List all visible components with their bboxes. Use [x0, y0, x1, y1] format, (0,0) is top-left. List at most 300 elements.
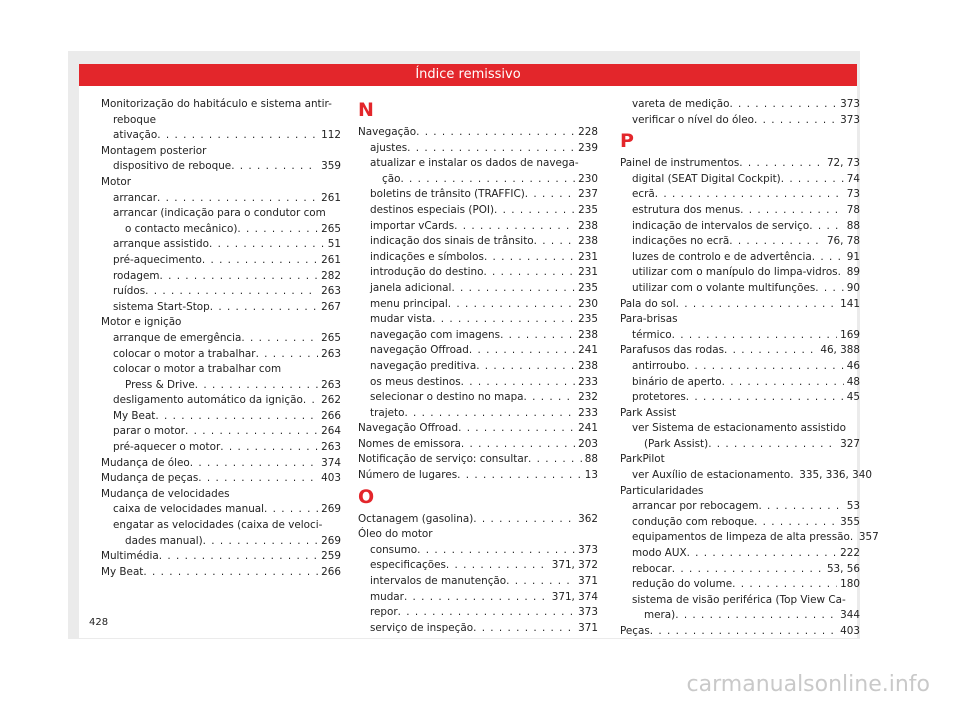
dot-leader	[202, 253, 318, 269]
dot-leader	[231, 159, 318, 175]
index-page-ref: 180	[840, 578, 860, 591]
dot-leader	[758, 499, 843, 515]
dot-leader	[729, 97, 837, 113]
dot-leader	[722, 375, 844, 391]
dot-leader	[448, 297, 575, 313]
index-entry	[101, 191, 341, 207]
index-entry	[101, 237, 341, 253]
index-page-ref: 203	[578, 437, 598, 450]
index-entry	[101, 424, 341, 440]
index-letter-heading: O	[358, 485, 375, 508]
index-entry	[101, 284, 341, 300]
dot-leader	[457, 468, 582, 484]
dot-leader	[724, 343, 817, 359]
index-entry-label: sistema Start-Stop	[113, 300, 210, 313]
index-page-ref: 72, 73	[826, 157, 860, 170]
dot-leader	[676, 297, 838, 313]
index-entry-label: My Beat	[113, 409, 156, 422]
index-page-ref: 46, 388	[820, 344, 860, 357]
index-entry-label: equipamentos de limpeza de alta pressão	[632, 531, 850, 544]
index-entry-label: ecrã	[632, 188, 655, 201]
index-entry-label: ver Auxílio de estacionamento	[632, 469, 791, 482]
dot-leader	[417, 543, 575, 559]
index-entry	[620, 499, 860, 515]
dot-leader	[185, 424, 318, 440]
index-entry-label: navegação preditiva	[370, 359, 477, 372]
index-entry	[358, 375, 598, 391]
index-page-ref: 74	[846, 172, 860, 185]
page-number: 428	[89, 617, 109, 628]
index-page-ref: 371, 372	[551, 559, 598, 572]
index-entry	[101, 300, 341, 316]
index-entry-label: Multimédia	[101, 550, 159, 563]
index-page-ref: 259	[321, 550, 341, 563]
dot-leader	[815, 281, 844, 297]
index-entry	[101, 253, 341, 269]
index-entry-label: consumo	[370, 543, 418, 556]
index-page-ref: 261	[321, 253, 341, 266]
index-entry	[358, 297, 598, 313]
dot-leader	[506, 574, 575, 590]
index-page-ref: 359	[321, 160, 341, 173]
index-entry-label: binário de aperto	[632, 375, 722, 388]
index-entry-heading: ParkPilot	[620, 453, 665, 466]
index-entry-label: Press & Drive	[125, 378, 195, 391]
index-page-ref: 89	[846, 266, 860, 279]
index-entry-label: protetores	[632, 391, 686, 404]
index-entry	[620, 172, 860, 188]
index-entry-label: rebocar	[632, 562, 672, 575]
index-entry	[358, 234, 598, 250]
index-entry-heading: Óleo do motor	[358, 528, 433, 541]
index-entry-label: trajeto	[370, 406, 405, 419]
index-entry	[620, 328, 860, 344]
index-page-ref: 235	[578, 203, 598, 216]
dot-leader	[416, 125, 575, 141]
index-page-ref: 265	[321, 222, 341, 235]
dot-leader	[483, 265, 575, 281]
index-page-ref: 263	[321, 441, 341, 454]
index-page-ref: 228	[578, 126, 598, 138]
index-entry-label: Nomes de emissora	[358, 437, 461, 450]
index-entry	[620, 297, 860, 313]
index-page-ref: 371	[578, 621, 598, 634]
dot-leader	[209, 237, 325, 253]
index-page-ref: 73	[846, 188, 860, 201]
index-entry	[358, 468, 598, 484]
dot-leader	[729, 234, 824, 250]
index-entry	[101, 471, 341, 487]
index-page-ref: 231	[578, 250, 598, 263]
dot-leader	[528, 452, 582, 468]
index-entry	[358, 437, 598, 453]
dot-leader	[446, 558, 549, 574]
index-entry-heading: Monitorização do habitáculo e sistema antir-	[101, 98, 332, 110]
index-page-ref: 403	[321, 472, 341, 485]
index-page-ref: 373	[578, 606, 598, 619]
index-letter-heading: P	[620, 130, 634, 153]
index-entry-label: redução do volume	[632, 578, 733, 591]
dot-leader	[473, 621, 575, 637]
index-entry	[620, 97, 860, 113]
index-entry-label: verificar o nível do óleo	[632, 113, 755, 126]
index-page-ref: 371, 374	[551, 590, 598, 603]
index-entry	[620, 390, 860, 406]
index-entry	[620, 113, 860, 129]
index-page-ref: 237	[578, 188, 598, 201]
index-entry-heading: Park Assist	[620, 406, 677, 419]
index-entry-label: Navegação	[358, 126, 417, 138]
index-entry-label: (Park Assist)	[644, 437, 709, 450]
index-page-ref: 222	[840, 547, 860, 560]
index-entry-label: pré-aquecimento	[113, 253, 202, 266]
index-entry	[620, 265, 860, 281]
index-page-ref: 238	[578, 219, 598, 232]
dot-leader	[190, 456, 318, 472]
index-page-ref: 230	[578, 297, 598, 310]
index-page-ref: 266	[321, 565, 341, 578]
dot-leader	[210, 300, 318, 316]
index-page-ref: 371	[578, 575, 598, 588]
index-entry-label: menu principal	[370, 297, 448, 310]
page-title: Índice remissivo	[79, 64, 857, 86]
dot-leader	[739, 156, 824, 172]
index-entry-label: dispositivo de reboque	[113, 160, 232, 173]
index-entry-label: indicações no ecrã	[632, 235, 730, 248]
index-entry	[358, 203, 598, 219]
index-entry-label: especificações	[370, 559, 446, 572]
index-entry-label: introdução do destino	[370, 266, 484, 279]
index-entry	[358, 512, 598, 528]
index-page-ref: 46	[846, 359, 860, 372]
dot-leader	[256, 347, 319, 363]
index-entry-label: navegação com imagens	[370, 328, 501, 341]
index-entry	[358, 621, 598, 637]
dot-leader	[469, 343, 575, 359]
dot-leader	[157, 191, 318, 207]
index-entry	[358, 605, 598, 621]
index-entry	[620, 359, 860, 375]
index-page-ref: 264	[321, 425, 341, 438]
dot-leader	[398, 605, 575, 621]
index-page-ref: 88	[846, 219, 860, 232]
index-page-ref: 269	[321, 534, 341, 547]
dot-leader	[198, 471, 318, 487]
index-entry	[620, 577, 860, 593]
index-page-ref: 51	[327, 238, 341, 251]
index-entry-label: navegação Offroad	[370, 344, 469, 357]
index-entry-label: os meus destinos	[370, 375, 461, 388]
index-entry-label: mudar vista	[370, 313, 433, 326]
index-entry-label: condução com reboque	[632, 515, 755, 528]
index-entry-label: ruídos	[113, 285, 146, 298]
index-entry-heading: atualizar e instalar os dados de navega-	[370, 157, 579, 170]
dot-leader	[732, 577, 837, 593]
index-entry-label: My Beat	[101, 565, 144, 578]
index-entry-label: desligamento automático da ignição	[113, 394, 303, 407]
index-entry-heading: reboque	[113, 113, 156, 126]
index-page-ref: 231	[578, 266, 598, 279]
index-entry	[620, 515, 860, 531]
dot-leader	[781, 172, 844, 188]
index-entry	[620, 281, 860, 297]
index-page-ref: 403	[840, 625, 860, 637]
dot-leader	[264, 502, 318, 518]
index-page-ref: 335, 336, 340	[799, 469, 872, 482]
index-entry-label: Mudança de óleo	[101, 456, 190, 469]
index-page-ref: 141	[840, 297, 860, 310]
dot-leader	[812, 250, 844, 266]
dot-leader	[484, 250, 575, 266]
index-page-ref: 344	[840, 609, 860, 622]
dot-leader	[303, 393, 318, 409]
index-entry	[620, 156, 860, 172]
index-entry-label: repor	[370, 606, 398, 619]
index-entry	[358, 343, 598, 359]
index-page-ref: 88	[584, 453, 598, 466]
dot-leader	[672, 328, 838, 344]
index-page-ref: 239	[578, 141, 598, 154]
dot-leader	[675, 608, 837, 624]
index-entry-label: importar vCards	[370, 219, 455, 232]
index-entry-heading: Motor e ignição	[101, 316, 182, 329]
index-entry-label: dades manual)	[125, 534, 203, 547]
index-page-ref: 45	[846, 391, 860, 404]
index-entry-label: pré-aquecer o motor	[113, 441, 221, 454]
index-entry	[101, 222, 341, 238]
index-page-ref: 261	[321, 191, 341, 204]
dot-leader	[461, 437, 575, 453]
index-page-ref: 91	[846, 250, 860, 263]
dot-leader	[476, 359, 575, 375]
index-entry-label: antirroubo	[632, 359, 686, 372]
dot-leader	[672, 562, 824, 578]
index-page-ref: 233	[578, 406, 598, 419]
dot-leader	[145, 284, 318, 300]
index-entry-label: Número de lugares	[358, 469, 458, 482]
index-entry	[358, 590, 598, 606]
index-entry-label: digital (SEAT Digital Cockpit)	[632, 172, 781, 185]
dot-leader	[404, 590, 549, 606]
dot-leader	[159, 269, 318, 285]
index-entry	[620, 234, 860, 250]
dot-leader	[155, 409, 318, 425]
index-entry	[358, 265, 598, 281]
index-entry-heading: sistema de visão periférica (Top View Ca-	[632, 593, 846, 606]
dot-leader	[237, 222, 318, 238]
index-entry-heading: colocar o motor a trabalhar com	[113, 363, 282, 376]
index-entry	[620, 437, 860, 453]
dot-leader	[655, 187, 844, 203]
index-entry-label: ção	[382, 172, 401, 185]
index-column-2	[358, 97, 598, 636]
index-page-ref: 53	[846, 500, 860, 513]
index-entry-heading: Montagem posterior	[101, 144, 207, 157]
index-entry-heading: Motor	[101, 175, 132, 188]
index-entry-label: luzes de controlo e de advertência	[632, 250, 812, 263]
index-entry-heading: Para-brisas	[620, 313, 678, 326]
index-entry	[358, 219, 598, 235]
index-page-ref: 90	[846, 281, 860, 294]
index-page-ref: 263	[321, 347, 341, 360]
index-page-ref: 269	[321, 503, 341, 516]
index-entry-label: o contacto mecânico)	[125, 222, 238, 235]
index-entry-label: ajustes	[370, 141, 408, 154]
index-page-ref: 232	[578, 391, 598, 404]
index-entry	[358, 558, 598, 574]
index-entry	[101, 347, 341, 363]
dot-leader	[686, 359, 844, 375]
index-entry-label: ativação	[113, 129, 158, 142]
index-page-ref: 262	[321, 394, 341, 407]
index-entry	[358, 452, 598, 468]
index-page-ref: 267	[321, 300, 341, 313]
dot-leader	[494, 203, 575, 219]
index-column-3	[620, 97, 879, 640]
index-page-ref: 327	[840, 437, 860, 450]
index-entry-label: intervalos de manutenção	[370, 575, 507, 588]
index-page-ref: 357	[858, 531, 879, 544]
index-page-ref: 373	[840, 98, 860, 110]
index-entry-label: colocar o motor a trabalhar	[113, 347, 256, 360]
dot-leader	[473, 512, 575, 528]
index-entry	[101, 440, 341, 456]
dot-leader	[809, 219, 844, 235]
index-entry-label: Peças	[620, 625, 650, 637]
index-entry	[101, 128, 341, 144]
index-entry	[358, 574, 598, 590]
index-entry-heading: engatar as velocidades (caixa de veloci-	[113, 519, 323, 532]
index-entry	[620, 562, 860, 578]
index-entry-label: parar o motor	[113, 425, 186, 438]
dot-leader	[159, 549, 318, 565]
index-entry	[358, 390, 598, 406]
dot-leader	[458, 421, 575, 437]
index-page-ref: 230	[578, 172, 598, 185]
index-page-ref: 373	[578, 543, 598, 556]
index-page-ref: 76, 78	[826, 235, 860, 248]
index-column-1	[101, 97, 341, 580]
index-entry	[101, 331, 341, 347]
dot-leader	[754, 113, 837, 129]
index-letter-heading: N	[358, 99, 374, 121]
index-entry-label: modo AUX	[632, 547, 687, 560]
index-entry-label: mudar	[370, 590, 404, 603]
index-entry-label: serviço de inspeção	[370, 621, 474, 634]
index-entry	[358, 250, 598, 266]
index-entry	[358, 359, 598, 375]
index-entry	[101, 456, 341, 472]
index-entry-heading: ver Sistema de estacionamento assistido	[632, 422, 846, 435]
index-entry	[620, 624, 860, 640]
dot-leader	[461, 375, 576, 391]
index-entry-label: Notificação de serviço: consultar	[358, 453, 528, 466]
index-page-ref: 238	[578, 359, 598, 372]
index-entry-label: térmico	[632, 328, 672, 341]
index-entry	[620, 203, 860, 219]
index-entry	[620, 375, 860, 391]
index-entry-label: arrancar	[113, 191, 158, 204]
index-entry	[101, 378, 341, 394]
dot-leader	[534, 234, 576, 250]
index-entry-label: destinos especiais (POI)	[370, 203, 495, 216]
dot-leader	[708, 437, 837, 453]
index-page-ref: 362	[578, 512, 598, 525]
index-entry	[620, 546, 860, 562]
dot-leader	[686, 390, 844, 406]
dot-leader	[220, 440, 318, 456]
index-entry-label: caixa de velocidades manual	[113, 503, 265, 516]
index-page-ref: 238	[578, 328, 598, 341]
dot-leader	[525, 187, 575, 203]
index-entry-label: mera)	[644, 609, 676, 622]
index-entry	[101, 549, 341, 565]
index-page-ref: 263	[321, 285, 341, 298]
index-page-ref: 355	[840, 515, 860, 528]
index-entry	[101, 565, 341, 581]
index-entry	[101, 502, 341, 518]
index-page-ref: 53, 56	[826, 562, 860, 575]
index-page-ref: 282	[321, 269, 341, 282]
index-page-ref: 238	[578, 235, 598, 248]
index-entry	[620, 530, 879, 546]
index-entry-label: indicação dos sinais de trânsito	[370, 235, 534, 248]
index-entry-label: indicações e símbolos	[370, 250, 484, 263]
index-page-ref: 265	[321, 331, 341, 344]
dot-leader	[524, 390, 576, 406]
index-entry	[358, 406, 598, 422]
index-page-ref: 241	[578, 344, 598, 357]
index-entry	[358, 328, 598, 344]
index-entry	[358, 281, 598, 297]
index-entry-label: Painel de instrumentos	[620, 157, 740, 170]
index-entry-label: Octanagem (gasolina)	[358, 512, 474, 525]
index-entry-label: Mudança de peças	[101, 472, 199, 485]
index-page-ref: 78	[846, 203, 860, 216]
index-entry	[358, 125, 598, 141]
dot-leader	[500, 328, 575, 344]
dot-leader	[754, 515, 837, 531]
index-entry	[358, 172, 598, 188]
index-entry-label: arranque assistido	[113, 238, 209, 251]
index-entry	[620, 250, 860, 266]
index-entry	[358, 421, 598, 437]
dot-leader	[241, 331, 318, 347]
dot-leader	[404, 406, 575, 422]
index-entry-label: Pala do sol	[620, 297, 676, 310]
index-page-ref: 233	[578, 375, 598, 388]
watermark: carmanualsonline.info	[686, 672, 930, 697]
dot-leader	[451, 281, 575, 297]
index-entry	[358, 187, 598, 203]
dot-leader	[143, 565, 318, 581]
index-page-ref: 241	[578, 422, 598, 435]
index-page-ref: 235	[578, 281, 598, 294]
index-entry	[620, 343, 860, 359]
index-entry	[101, 393, 341, 409]
index-entry	[101, 409, 341, 425]
index-page-ref: 373	[840, 113, 860, 126]
index-entry	[358, 141, 598, 157]
index-entry-label: arrancar por rebocagem	[632, 500, 759, 513]
index-entry	[101, 534, 341, 550]
index-page-ref: 48	[846, 375, 860, 388]
dot-leader	[454, 219, 575, 235]
index-page-ref: 266	[321, 409, 341, 422]
index-entry-label: rodagem	[113, 269, 160, 282]
dot-leader	[687, 546, 838, 562]
dot-leader	[157, 128, 318, 144]
